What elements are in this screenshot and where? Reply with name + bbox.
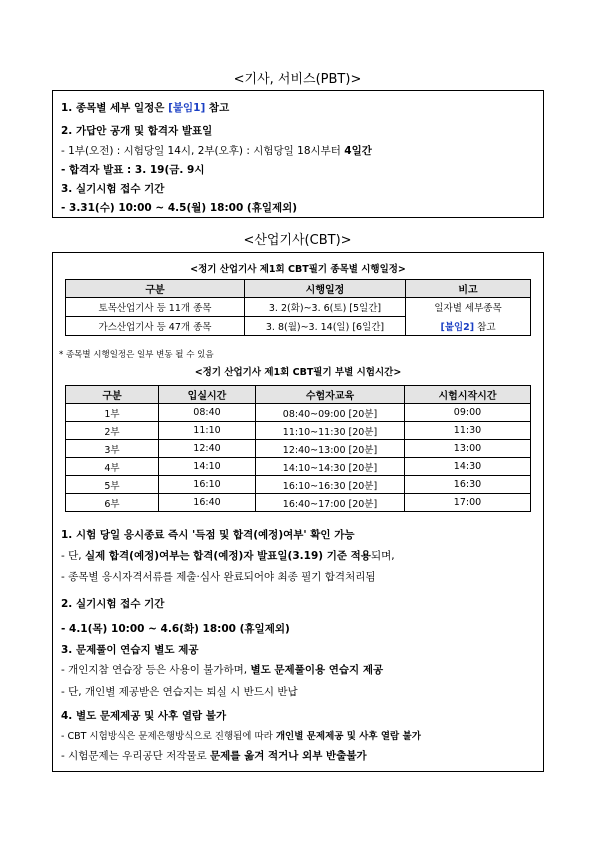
session-cell: 16:40~17:00 [20분] bbox=[256, 494, 405, 512]
cbt-note-1: 1. 시험 당일 응시종료 즉시 '득점 및 합격(예정)여부' 확인 가능 bbox=[61, 529, 355, 541]
attachment-2-link[interactable]: [붙임2] bbox=[440, 321, 475, 333]
cbt-note-4-sub-1 bbox=[61, 728, 421, 742]
pbt-item-3-sub: - 3.31(수) 10:00 ~ 4.5(월) 18:00 (휴일제외) bbox=[61, 202, 298, 214]
cbt-note-4-sub-2-a: - 시험문제는 우리공단 저작물로 bbox=[61, 750, 210, 762]
cbt-note-3: 3. 문제풀이 연습지 별도 제공 bbox=[61, 644, 199, 656]
cbt-note-2-sub-1: - 4.1(목) 10:00 ~ 4.6(화) 18:00 (휴일제외) bbox=[61, 623, 290, 635]
session-header-start: 시험시작시간 bbox=[405, 386, 531, 404]
schedule-date: 3. 8(월)~3. 14(일) [6일간] bbox=[245, 317, 406, 336]
session-cell: 5부 bbox=[66, 476, 159, 494]
schedule-category: 토목산업기사 등 11개 종목 bbox=[66, 298, 245, 317]
table-row bbox=[66, 476, 531, 494]
cbt-note-3-sub-1 bbox=[61, 662, 383, 677]
session-cell: 14:10~14:30 [20분] bbox=[256, 458, 405, 476]
cbt-note-4-sub-1-a: - CBT 시험방식은 문제은행방식으로 진행됨에 따라 bbox=[61, 731, 276, 742]
schedule-date: 3. 2(화)~3. 6(토) [5일간] bbox=[245, 298, 406, 317]
cbt-note-1-sub-1-b: 실제 합격(예정)여부는 합격(예정)자 발표일(3.19) 기준 적용 bbox=[84, 550, 371, 562]
session-cell: 3부 bbox=[66, 440, 159, 458]
schedule-note-suffix: 참고 bbox=[474, 321, 496, 333]
cbt-note-4-sub-2-b: 문제를 옮겨 적거나 외부 반출불가 bbox=[210, 750, 367, 762]
session-cell: 17:00 bbox=[405, 494, 531, 512]
cbt-note-4-sub-1-b: 개인별 문제제공 및 사후 열람 불가 bbox=[275, 731, 421, 742]
table-row bbox=[66, 404, 531, 422]
session-cell: 13:00 bbox=[405, 440, 531, 458]
pbt-item-2-sub-2: - 합격자 발표 : 3. 19(금. 9시 bbox=[61, 164, 205, 176]
table-row bbox=[66, 440, 531, 458]
session-header-orientation: 수험자교육 bbox=[256, 386, 405, 404]
session-cell: 12:40~13:00 [20분] bbox=[256, 440, 405, 458]
session-cell: 4부 bbox=[66, 458, 159, 476]
session-cell: 11:10~11:30 [20분] bbox=[256, 422, 405, 440]
attachment-1-link[interactable]: [붙임1] bbox=[168, 102, 206, 114]
table-row bbox=[66, 422, 531, 440]
pbt-title: <기사, 서비스(PBT)> bbox=[233, 72, 362, 87]
cbt-note-4: 4. 별도 문제제공 및 사후 열람 불가 bbox=[61, 710, 227, 722]
session-table bbox=[65, 385, 531, 512]
pbt-box bbox=[52, 90, 544, 218]
pbt-item-2-sub-1 bbox=[61, 143, 372, 158]
pbt-item-2-sub-1-text: - 1부(오전) : 시험당일 14시, 2부(오후) : 시험당일 18시부터 bbox=[61, 145, 345, 157]
cbt-box bbox=[52, 252, 544, 772]
session-cell: 1부 bbox=[66, 404, 159, 422]
session-cell: 16:40 bbox=[159, 494, 256, 512]
cbt-note-1-sub-1 bbox=[61, 548, 395, 563]
session-cell: 11:30 bbox=[405, 422, 531, 440]
schedule-table-title: <정기 산업기사 제1회 CBT필기 종목별 시행일정> bbox=[190, 264, 406, 275]
pbt-item-1 bbox=[61, 100, 229, 115]
session-cell: 08:40 bbox=[159, 404, 256, 422]
session-cell: 09:00 bbox=[405, 404, 531, 422]
cbt-note-4-sub-2 bbox=[61, 748, 367, 763]
table-row bbox=[66, 494, 531, 512]
cbt-title: <산업기사(CBT)> bbox=[243, 233, 352, 248]
session-header-category: 구분 bbox=[66, 386, 159, 404]
session-cell: 16:10~16:30 [20분] bbox=[256, 476, 405, 494]
session-header-entry: 입실시간 bbox=[159, 386, 256, 404]
cbt-note-3-sub-1-a: - 개인지참 연습장 등은 사용이 불가하며, bbox=[61, 664, 251, 676]
schedule-header-date: 시행일정 bbox=[245, 280, 406, 298]
schedule-category: 가스산업기사 등 47개 종목 bbox=[66, 317, 245, 336]
cbt-note-1-sub-1-c: 되며, bbox=[370, 550, 395, 562]
pbt-item-2-sub-1-duration: 4일간 bbox=[344, 145, 372, 157]
cbt-note-3-sub-1-b: 별도 문제풀이용 연습지 제공 bbox=[250, 664, 384, 676]
session-header-row bbox=[66, 386, 531, 404]
pbt-item-2: 2. 가답안 공개 및 합격자 발표일 bbox=[61, 125, 213, 137]
session-cell: 16:10 bbox=[159, 476, 256, 494]
table-row bbox=[66, 298, 531, 317]
table-row bbox=[66, 317, 531, 336]
schedule-header-category: 구분 bbox=[66, 280, 245, 298]
schedule-note bbox=[406, 317, 531, 336]
session-cell: 08:40~09:00 [20분] bbox=[256, 404, 405, 422]
schedule-table bbox=[65, 279, 531, 336]
session-cell: 12:40 bbox=[159, 440, 256, 458]
pbt-item-3: 3. 실기시험 접수 기간 bbox=[61, 183, 165, 195]
session-cell: 16:30 bbox=[405, 476, 531, 494]
schedule-header-note: 비고 bbox=[406, 280, 531, 298]
schedule-footnote: * 종목별 시행일정은 일부 변동 될 수 있음 bbox=[59, 350, 214, 360]
session-cell: 11:10 bbox=[159, 422, 256, 440]
schedule-note: 일자별 세부종목 bbox=[406, 298, 531, 317]
session-cell: 6부 bbox=[66, 494, 159, 512]
pbt-item-1-suffix: 참고 bbox=[205, 102, 230, 114]
cbt-note-3-sub-2: - 단, 개인별 제공받은 연습지는 퇴실 시 반드시 반납 bbox=[61, 686, 298, 698]
session-cell: 14:30 bbox=[405, 458, 531, 476]
cbt-note-1-sub-1-a: - 단, bbox=[61, 550, 85, 562]
cbt-note-1-sub-2: - 종목별 응시자격서류를 제출·심사 완료되어야 최종 필기 합격처리됨 bbox=[61, 571, 376, 583]
cbt-note-2: 2. 실기시험 접수 기간 bbox=[61, 598, 165, 610]
schedule-header-row bbox=[66, 280, 531, 298]
session-cell: 2부 bbox=[66, 422, 159, 440]
session-cell: 14:10 bbox=[159, 458, 256, 476]
pbt-item-1-prefix: 1. 종목별 세부 일정은 bbox=[61, 102, 169, 114]
table-row bbox=[66, 458, 531, 476]
session-table-title: <정기 산업기사 제1회 CBT필기 부별 시험시간> bbox=[194, 367, 402, 378]
